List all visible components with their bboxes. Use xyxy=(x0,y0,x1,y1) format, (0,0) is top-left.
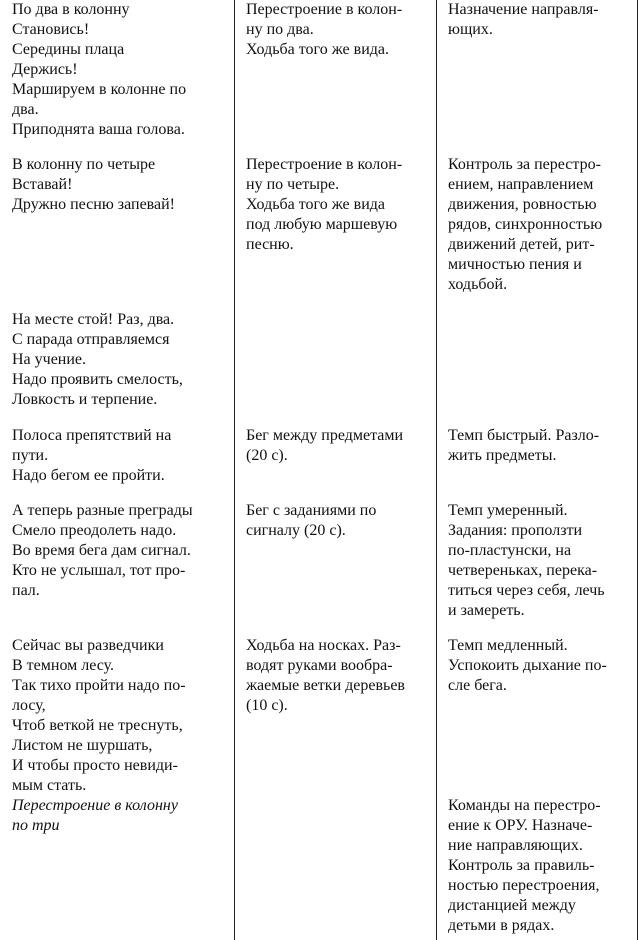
text-line: жаемые ветки деревьев xyxy=(246,677,405,694)
text-line: Успокоить дыхание по- xyxy=(448,657,607,674)
text-line: Вставай! xyxy=(12,176,73,193)
text-line: водят руками вообра- xyxy=(246,657,393,674)
action-text xyxy=(246,155,402,255)
text-line: пал. xyxy=(12,582,40,599)
text-line: мым стать. xyxy=(12,777,87,794)
text-line: Темп медленный. xyxy=(448,637,568,654)
note-text xyxy=(448,636,607,696)
text-line: песню. xyxy=(246,236,294,253)
poem-text xyxy=(12,310,183,410)
text-line: два. xyxy=(12,101,39,118)
text-line: Во время бега дам сигнал. xyxy=(12,542,191,559)
text-line: Середины плаца xyxy=(12,41,125,58)
text-line: Ходьба того же вида. xyxy=(246,41,390,58)
poem-text xyxy=(12,636,186,836)
text-line: четвереньках, перека- xyxy=(448,562,598,579)
poem-text xyxy=(12,426,171,486)
text-line: И чтобы просто невиди- xyxy=(12,757,178,774)
text-line: Чтоб веткой не треснуть, xyxy=(12,717,183,734)
text-line: ну по два. xyxy=(246,21,314,38)
text-line: ностью перестроения, xyxy=(448,877,600,894)
text-line: Так тихо пройти надо по- xyxy=(12,677,186,694)
text-line: Перестроение в колон- xyxy=(246,1,403,18)
text-line: ну по четыре. xyxy=(246,176,340,193)
poem-text xyxy=(12,501,193,601)
text-line: Темп быстрый. Разло- xyxy=(448,427,600,444)
note-text xyxy=(448,796,601,936)
column-divider-right xyxy=(637,0,638,940)
text-line: Становись! xyxy=(12,21,90,38)
note-text xyxy=(448,0,599,40)
text-line: ением, направлением xyxy=(448,176,594,193)
action-text xyxy=(246,426,403,466)
text-line: С парада отправляемся xyxy=(12,331,170,348)
text-line: Ходьба того же вида xyxy=(246,196,386,213)
text-line: ние направляющих. xyxy=(448,837,583,854)
text-line: лосу, xyxy=(12,697,46,714)
text-line: Команды на перестро- xyxy=(448,797,601,814)
text-line: По два в колонну xyxy=(12,1,130,18)
text-line: Надо бегом ее пройти. xyxy=(12,467,165,484)
text-line: Полоса препятствий на xyxy=(12,427,172,444)
text-line: Темп умеренный. xyxy=(448,502,568,519)
text-line: пути. xyxy=(12,447,49,464)
poem-text xyxy=(12,155,175,215)
text-line: Маршируем в колонне по xyxy=(12,81,187,98)
action-text xyxy=(246,636,405,716)
text-line: ющих. xyxy=(448,21,493,38)
text-line: Кто не услышал, тот про- xyxy=(12,562,186,579)
text-line: по-пластунски, на xyxy=(448,542,572,559)
text-line: А теперь разные преграды xyxy=(12,502,193,519)
text-line: жить предметы. xyxy=(448,447,557,464)
poem-text xyxy=(12,0,186,140)
action-text xyxy=(246,0,402,60)
text-line: Назначение направля- xyxy=(448,1,599,18)
text-line: детьми в рядах. xyxy=(448,917,555,934)
text-line: движения, ровностью xyxy=(448,196,597,213)
text-line: Сейчас вы разведчики xyxy=(12,637,164,654)
text-line: Бег между предметами xyxy=(246,427,404,444)
text-line: На учение. xyxy=(12,351,87,368)
text-line: Ловкость и терпение. xyxy=(12,391,158,408)
text-line: Приподнята ваша голова. xyxy=(12,121,185,138)
column-divider-2 xyxy=(436,0,437,940)
text-line: Листом не шуршать, xyxy=(12,737,153,754)
text-line: Задания: проползти xyxy=(448,522,583,539)
note-text xyxy=(448,155,602,295)
text-line: движений детей, рит- xyxy=(448,236,595,253)
action-text xyxy=(246,501,376,541)
note-text xyxy=(448,501,605,621)
text-line: титься через себя, лечь xyxy=(448,582,605,599)
text-line: рядов, синхронностью xyxy=(448,216,603,233)
text-line: Бег с заданиями по xyxy=(246,502,377,519)
text-line: В темном лесу. xyxy=(12,657,115,674)
text-line: Перестроение в колон- xyxy=(246,156,403,173)
text-line: сигналу (20 с). xyxy=(246,522,346,539)
italic-instruction-line: Перестроение в колонну xyxy=(12,797,178,814)
text-line: Контроль за перестро- xyxy=(448,156,601,173)
text-line: Надо проявить смелость, xyxy=(12,371,183,388)
text-line: сле бега. xyxy=(448,677,507,694)
text-line: Дружно песню запевай! xyxy=(12,196,175,213)
text-line: В колонну по четыре xyxy=(12,156,156,173)
text-line: ходьбой. xyxy=(448,276,508,293)
text-line: ение к ОРУ. Назначе- xyxy=(448,817,593,834)
text-line: дистанцией между xyxy=(448,897,576,914)
text-line: Держись! xyxy=(12,61,78,78)
text-line: Смело преодолеть надо. xyxy=(12,522,177,539)
text-line: Контроль за правиль- xyxy=(448,857,595,874)
text-line: под любую маршевую xyxy=(246,216,398,233)
note-text xyxy=(448,426,599,466)
text-line: (10 с). xyxy=(246,697,288,714)
italic-instruction-line: по три xyxy=(12,817,60,834)
text-line: и замереть. xyxy=(448,602,525,619)
column-divider-1 xyxy=(234,0,235,940)
text-line: (20 с). xyxy=(246,447,288,464)
text-line: Ходьба на носках. Раз- xyxy=(246,637,401,654)
text-line: мичностью пения и xyxy=(448,256,582,273)
text-line: На месте стой! Раз, два. xyxy=(12,311,175,328)
